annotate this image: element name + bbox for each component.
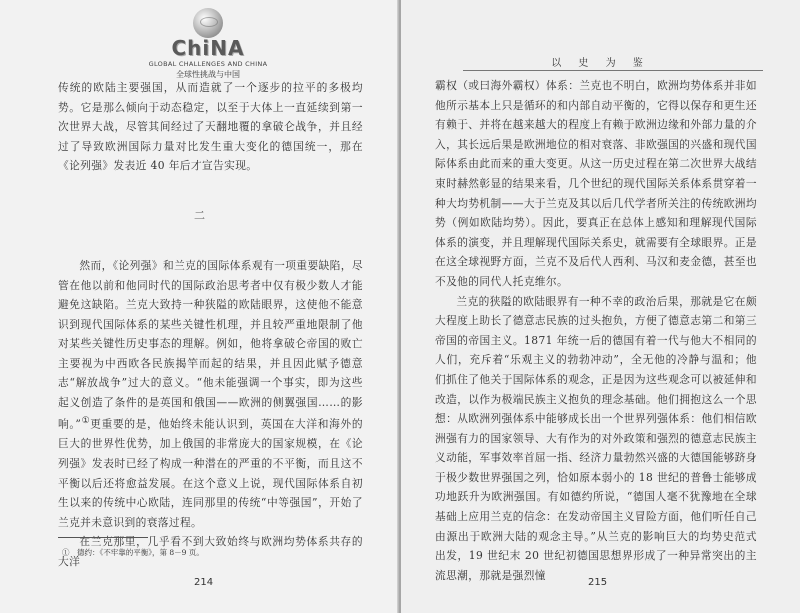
left-paragraph-3-text: 在兰克那里，几乎看不到大致始终与欧洲均势体系共存的大洋 — [58, 535, 363, 568]
right-page — [401, 0, 800, 613]
right-paragraph-1-text: 霸权（或曰海外霸权）体系：兰克也不明白，欧洲均势体系并非如他所示基本上只是循环的和内部自动平衡的，它得以保存和更生还有赖于、并将在越来越大的程度上有赖于欧洲边缘和外部力量的介入，其长远后果是欧洲地位的相对衰落、非欧强国的兴盛和现代国际体系由此而来的重大变更。从这一历史过程在第二次世界大战结束时赫然彰显的结果来看，几个世纪的现代国际关系体系贯穿着一种大均势机制——大于兰克及其以后几代学者所关注的传统欧洲均势（例如欧陆均势）。因此，要真正在总体上感知和理解现代国际体系的演变，并且理解现代国际关系史，就需要有全球眼界。正是在这全球视野方面，兰克不及后代人西利、马汉和麦金德，甚至也不及他的同代人托克维尔。 — [435, 79, 757, 288]
para-2-text-b: 更重要的是，他始终未能认识到，英国在大洋和海外的巨大的世界性优势，加上俄国的非常庞大的国家规模，在《论列强》发表时已经了构成一种潜在的严重的不平衡，而且这不平衡以后还将愈益发展。在这个意义上说，现代国际体系自初生以来的传统中心欧陆，连同那里的传统“中等强国”，开始了兰克并未意识到的衰落过程。 — [58, 417, 363, 529]
right-body — [435, 76, 757, 585]
running-header: 以 史 为 鉴 — [551, 58, 650, 69]
footnote: ① 德约：《不牢靠的平衡》，第 8－9 页。 — [62, 548, 204, 557]
logo-english-title: GLOBAL CHALLENGES AND CHINA — [148, 60, 268, 68]
left-paragraph-2-text — [58, 256, 363, 532]
left-page — [0, 0, 399, 613]
right-paragraph-2-text: 兰克的狭隘的欧陆眼界有一种不幸的政治后果，那就是它在颇大程度上助长了德意志民族的过头抱负，方便了德意志第二和第三帝国的帝国主义。1871 年统一后的德国有着一代与他大不相同的人们，充斥着“乐观主义的勃勃冲动”，全无他的冷静与温和；他们抓住了他关于国际体系的观念，正是因为这些观念可以被延伸和改造，以作为极端民族主义抱负的理念基础。他们拥抱这么一个思想：从欧洲列强体系中能够成长出一个世界列强体系：他们相信欧洲强有力的国家领导、大有作为的对外政策和强烈的德意志民族主义动能，军事效率首屈一指、经济力量勃然兴盛的大德国能够跻身于极少数世界强国之列，恰如原本弱小的 18 世纪的普鲁士能够成功地跃升为欧洲强国。有如德约所说，“德国人毫不犹豫地在全球基础上应用兰克的信念：在发动帝国主义冒险方面，他们听任自己由源出于欧洲大陆的观念主导。”从兰克的影响巨大的均势史范式出发，19 世纪末 20 世纪初德国思想界形成了一种异常突出的主流思潮，那就是强烈憧 — [435, 294, 757, 582]
para-2-text-a: 然而，《论列强》和兰克的国际体系观有一项重要缺陷，尽管在他以前和他同时代的国际政治思考者中仅有极少数人才能避免这缺陷。兰克大致持一种狭隘的欧陆眼界，这使他不能意识到现代国际体系的某些关键性机理，并且较严重地限制了他对某些关键性历史事态的理解。例如，他将拿破仑帝国的败亡主要视为中西欧各民族揭竿而起的结果，并且因此赋予德意志“解放战争”过大的意义。“他未能强调一个事实，即为这些起义创造了条件的是英国和俄国——欧洲的侧翼强国……的影响。” — [58, 259, 363, 431]
logo-chinese-title: 全球性挑战与中国 — [176, 70, 240, 79]
page-number-left: 214 — [194, 577, 214, 588]
section-numeral: 二 — [194, 209, 205, 222]
left-paragraph-2 — [58, 256, 363, 571]
series-logo — [148, 8, 268, 80]
logo-wordmark: ChiNA — [171, 36, 245, 60]
left-paragraph-1-text: 传统的欧陆主要强国，从而造就了一个逐步的拉平的多极均势。它是那么倾向于动态稳定，以至于大体上一直延续到第一次世界大战，尽管其间经过了天翻地覆的拿破仑战争，并且经过了导致欧洲国际力量对比发生重大变化的德国统一，那在《论列强》发表近 40 年后才宣告实现。 — [58, 81, 363, 173]
header-rule — [463, 70, 763, 71]
globe-icon — [193, 8, 223, 38]
page-number-right: 215 — [588, 577, 608, 588]
footnote-ref: ① — [81, 416, 91, 427]
footnote-rule — [58, 537, 148, 538]
left-paragraph-1 — [58, 78, 363, 176]
